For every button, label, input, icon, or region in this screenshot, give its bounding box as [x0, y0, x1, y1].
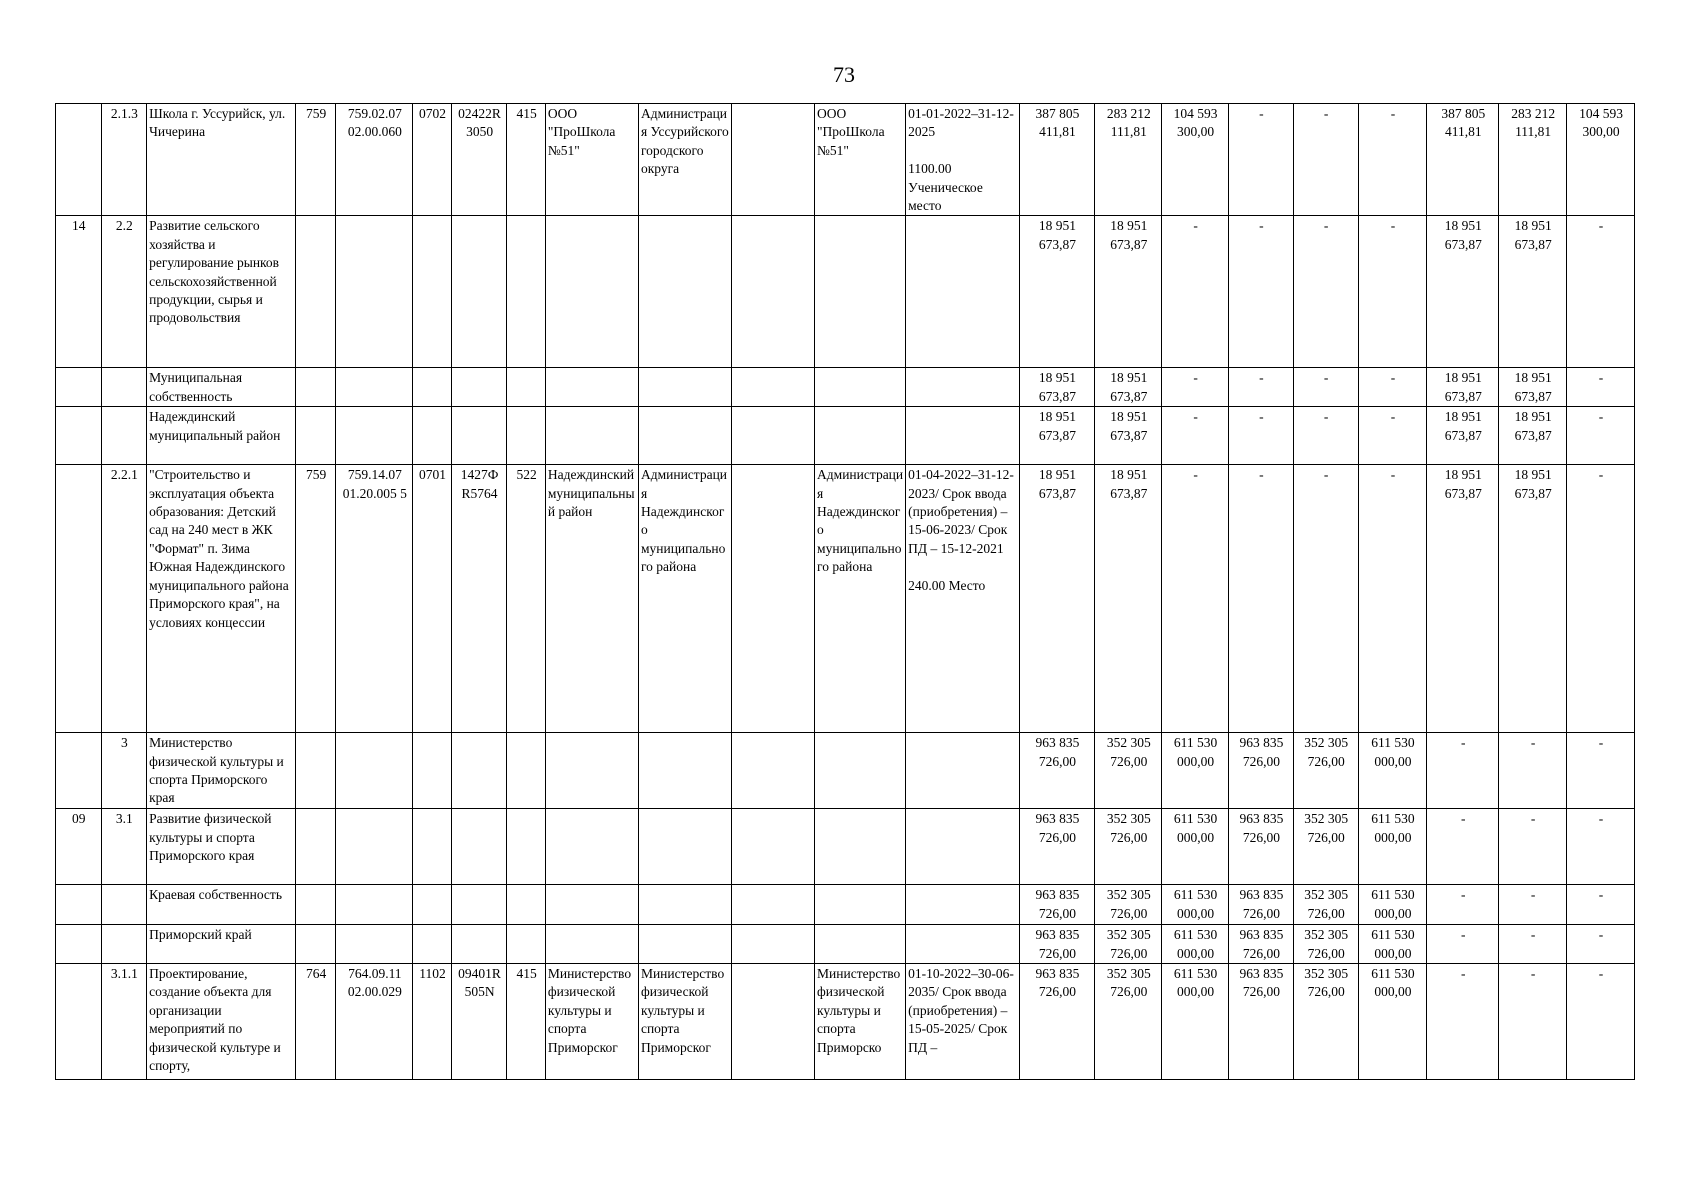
table-cell: 18 951 673,87 — [1095, 368, 1162, 407]
table-cell — [56, 368, 102, 407]
table-cell — [336, 407, 413, 465]
table-cell — [336, 885, 413, 925]
table-cell: 09401R 505N — [451, 964, 507, 1080]
table-cell: - — [1427, 885, 1499, 925]
table-cell: Проектирование, создание объекта для организации мероприятий по физической культуре и спорту, — [147, 964, 296, 1080]
table-row — [56, 104, 1635, 216]
table-cell — [507, 368, 545, 407]
table-cell — [451, 216, 507, 368]
table-row — [56, 733, 1635, 809]
table-cell — [336, 809, 413, 885]
table-cell: - — [1229, 216, 1294, 368]
table-cell: 759.14.07 01.20.005 5 — [336, 465, 413, 733]
table-cell: 3.1 — [101, 809, 147, 885]
table-cell: 611 530 000,00 — [1358, 733, 1427, 809]
table-cell: - — [1358, 104, 1427, 216]
table-cell: 18 951 673,87 — [1427, 368, 1499, 407]
table-cell: - — [1427, 925, 1499, 964]
table-cell — [545, 809, 638, 885]
table-cell — [507, 733, 545, 809]
table-cell: 764.09.11 02.00.029 — [336, 964, 413, 1080]
table-cell: - — [1358, 407, 1427, 465]
table-cell: - — [1293, 465, 1358, 733]
table-cell: 611 530 000,00 — [1358, 964, 1427, 1080]
table-cell: 18 951 673,87 — [1499, 465, 1567, 733]
table-cell: - — [1358, 216, 1427, 368]
table-cell: 2.2.1 — [101, 465, 147, 733]
table-cell: 963 835 726,00 — [1229, 964, 1294, 1080]
table-cell — [336, 368, 413, 407]
table-cell: 963 835 726,00 — [1229, 885, 1294, 925]
table-cell: 09 — [56, 809, 102, 885]
table-cell: - — [1162, 407, 1229, 465]
table-cell: 18 951 673,87 — [1427, 465, 1499, 733]
table-row — [56, 885, 1635, 925]
table-cell: Надеждинский муниципальный район — [147, 407, 296, 465]
table-cell: Развитие сельского хозяйства и регулирование рынков сельскохозяйственной продукции, сырья и продовольствия — [147, 216, 296, 368]
table-cell: - — [1567, 964, 1635, 1080]
table-cell: - — [1162, 216, 1229, 368]
table-cell — [732, 465, 815, 733]
table-row — [56, 407, 1635, 465]
table-cell: 02422R 3050 — [451, 104, 507, 216]
table-cell — [815, 809, 906, 885]
table-cell: 18 951 673,87 — [1095, 407, 1162, 465]
table-cell: 415 — [507, 104, 545, 216]
table-cell: 18 951 673,87 — [1499, 407, 1567, 465]
table-cell — [906, 809, 1019, 885]
table-cell: 963 835 726,00 — [1019, 733, 1095, 809]
table-cell: 352 305 726,00 — [1095, 885, 1162, 925]
table-cell — [732, 216, 815, 368]
table-cell: 963 835 726,00 — [1229, 809, 1294, 885]
table-cell — [56, 407, 102, 465]
table-cell — [638, 885, 731, 925]
table-cell — [638, 925, 731, 964]
table-cell: 611 530 000,00 — [1162, 885, 1229, 925]
table-cell: - — [1162, 368, 1229, 407]
table-cell: 01-01-2022–31-12-2025 1100.00 Ученическое место — [906, 104, 1019, 216]
table-cell: 415 — [507, 964, 545, 1080]
table-cell: 611 530 000,00 — [1162, 964, 1229, 1080]
table-cell: - — [1229, 368, 1294, 407]
table-cell: - — [1499, 809, 1567, 885]
table-cell — [56, 104, 102, 216]
table-cell: 18 951 673,87 — [1427, 407, 1499, 465]
table-cell: - — [1567, 407, 1635, 465]
table-cell — [413, 733, 451, 809]
table-cell: 1102 — [413, 964, 451, 1080]
table-cell — [295, 809, 335, 885]
table-cell: 3 — [101, 733, 147, 809]
table-cell: - — [1293, 104, 1358, 216]
table-cell: - — [1293, 216, 1358, 368]
table-row — [56, 925, 1635, 964]
table-cell: 963 835 726,00 — [1019, 885, 1095, 925]
table-cell: 611 530 000,00 — [1358, 925, 1427, 964]
table-cell — [906, 368, 1019, 407]
table-cell: Школа г. Уссурийск, ул. Чичерина — [147, 104, 296, 216]
table-cell: Надеждинский муниципальный район — [545, 465, 638, 733]
table-cell: 387 805 411,81 — [1427, 104, 1499, 216]
table-cell: 352 305 726,00 — [1293, 885, 1358, 925]
table-cell — [451, 885, 507, 925]
table-cell: 352 305 726,00 — [1293, 925, 1358, 964]
table-cell: Развитие физической культуры и спорта Приморского края — [147, 809, 296, 885]
table-cell: 283 212 111,81 — [1095, 104, 1162, 216]
table-cell — [295, 368, 335, 407]
table-cell — [101, 925, 147, 964]
table-cell — [336, 216, 413, 368]
table-cell — [295, 885, 335, 925]
table-cell — [638, 407, 731, 465]
table-cell: 522 — [507, 465, 545, 733]
table-cell: 0702 — [413, 104, 451, 216]
table-cell — [101, 407, 147, 465]
table-cell — [638, 809, 731, 885]
table-cell: 352 305 726,00 — [1095, 733, 1162, 809]
table-cell: 611 530 000,00 — [1162, 733, 1229, 809]
table-cell: - — [1293, 407, 1358, 465]
table-cell: Краевая собственность — [147, 885, 296, 925]
table-cell: 611 530 000,00 — [1162, 925, 1229, 964]
table-cell: 387 805 411,81 — [1019, 104, 1095, 216]
table-cell: 759 — [295, 104, 335, 216]
table-cell: 18 951 673,87 — [1019, 407, 1095, 465]
table-cell — [638, 216, 731, 368]
table-cell: 01-04-2022–31-12-2023/ Срок ввода (приобретения) – 15-06-2023/ Срок ПД – 15-12-2021 240.00 Место — [906, 465, 1019, 733]
table-cell: - — [1499, 925, 1567, 964]
table-cell — [56, 885, 102, 925]
table-cell: - — [1499, 964, 1567, 1080]
table-cell: Министерство физической культуры и спорта Приморско — [815, 964, 906, 1080]
table-cell — [451, 407, 507, 465]
table-cell — [815, 216, 906, 368]
table-cell: 352 305 726,00 — [1095, 809, 1162, 885]
table-cell — [295, 407, 335, 465]
table-cell — [507, 885, 545, 925]
table-cell: - — [1229, 407, 1294, 465]
table-row — [56, 368, 1635, 407]
table-cell — [732, 964, 815, 1080]
table-cell: - — [1567, 809, 1635, 885]
table-cell — [507, 216, 545, 368]
table-cell — [815, 407, 906, 465]
table-cell — [732, 925, 815, 964]
table-cell: ООО "ПроШкола №51" — [545, 104, 638, 216]
table-cell: 611 530 000,00 — [1358, 809, 1427, 885]
table-cell: Министерство физической культуры и спорта Приморског — [545, 964, 638, 1080]
table-cell — [451, 925, 507, 964]
table-cell: - — [1358, 465, 1427, 733]
table-cell — [732, 885, 815, 925]
table-cell: - — [1427, 733, 1499, 809]
table-cell: 352 305 726,00 — [1293, 964, 1358, 1080]
table-cell — [906, 216, 1019, 368]
table-cell: 18 951 673,87 — [1019, 216, 1095, 368]
table-cell: 1427Ф R5764 — [451, 465, 507, 733]
table-cell: Министерство физической культуры и спорта Приморског — [638, 964, 731, 1080]
table-cell: "Строительство и эксплуатация объекта образования: Детский сад на 240 мест в ЖК "Формат" п. Зима Южная Надеждинского муниципального района Приморского края", на условиях концессии — [147, 465, 296, 733]
table-cell — [732, 733, 815, 809]
table-cell — [507, 407, 545, 465]
table-cell — [56, 465, 102, 733]
table-cell — [906, 925, 1019, 964]
table-cell: - — [1567, 733, 1635, 809]
table-cell — [545, 925, 638, 964]
table-cell — [545, 885, 638, 925]
table-cell: - — [1358, 368, 1427, 407]
table-row — [56, 809, 1635, 885]
table-cell: Администрация Надеждинского муниципального района — [638, 465, 731, 733]
table-cell — [413, 407, 451, 465]
table-row — [56, 216, 1635, 368]
table-cell — [451, 368, 507, 407]
table-cell — [295, 733, 335, 809]
table-cell: - — [1499, 733, 1567, 809]
table-cell: 963 835 726,00 — [1019, 964, 1095, 1080]
table-cell: 18 951 673,87 — [1499, 216, 1567, 368]
table-row — [56, 964, 1635, 1080]
table-cell: 963 835 726,00 — [1019, 809, 1095, 885]
table-cell — [336, 733, 413, 809]
table-cell — [451, 809, 507, 885]
table-cell — [413, 216, 451, 368]
table-cell — [815, 925, 906, 964]
table-cell — [732, 368, 815, 407]
table-cell: 611 530 000,00 — [1358, 885, 1427, 925]
table-cell — [638, 733, 731, 809]
table-cell: 3.1.1 — [101, 964, 147, 1080]
table-cell: Муниципальная собственность — [147, 368, 296, 407]
table-cell — [732, 104, 815, 216]
table-cell — [56, 925, 102, 964]
table-cell: 963 835 726,00 — [1019, 925, 1095, 964]
table-cell: Администрация Уссурийского городского округа — [638, 104, 731, 216]
table-cell: - — [1229, 104, 1294, 216]
table-cell: 352 305 726,00 — [1293, 809, 1358, 885]
table-cell: - — [1229, 465, 1294, 733]
table-cell — [451, 733, 507, 809]
table-cell: 963 835 726,00 — [1229, 925, 1294, 964]
table-cell: 2.1.3 — [101, 104, 147, 216]
table-cell: 759.02.07 02.00.060 — [336, 104, 413, 216]
table-cell: Министерство физической культуры и спорта Приморского края — [147, 733, 296, 809]
table-cell: - — [1567, 885, 1635, 925]
table-cell: - — [1293, 368, 1358, 407]
table-cell — [101, 368, 147, 407]
table-cell — [413, 368, 451, 407]
table-cell — [732, 809, 815, 885]
table-cell — [545, 216, 638, 368]
table-cell — [413, 809, 451, 885]
table-cell — [413, 925, 451, 964]
table-cell: 352 305 726,00 — [1095, 964, 1162, 1080]
table-cell — [545, 368, 638, 407]
table-cell: - — [1567, 925, 1635, 964]
table-cell — [815, 368, 906, 407]
table-cell: - — [1427, 964, 1499, 1080]
table-cell: 352 305 726,00 — [1293, 733, 1358, 809]
table-cell: 283 212 111,81 — [1499, 104, 1567, 216]
table-cell — [413, 885, 451, 925]
table-cell — [101, 885, 147, 925]
table-cell — [295, 216, 335, 368]
table-cell: - — [1567, 368, 1635, 407]
table-cell: 18 951 673,87 — [1427, 216, 1499, 368]
table-cell — [56, 733, 102, 809]
table-cell: - — [1567, 216, 1635, 368]
table-cell — [336, 925, 413, 964]
table-cell — [507, 925, 545, 964]
table-cell — [545, 407, 638, 465]
table-cell — [906, 407, 1019, 465]
budget-table — [55, 103, 1635, 1080]
table-cell: 01-10-2022–30-06-2035/ Срок ввода (приобретения) – 15-05-2025/ Срок ПД – — [906, 964, 1019, 1080]
table-cell — [906, 885, 1019, 925]
table-cell: - — [1499, 885, 1567, 925]
table-cell — [906, 733, 1019, 809]
table-cell: 352 305 726,00 — [1095, 925, 1162, 964]
table-cell: ООО "ПроШкола №51" — [815, 104, 906, 216]
table-cell: - — [1162, 465, 1229, 733]
table-cell: 963 835 726,00 — [1229, 733, 1294, 809]
table-cell: Администрация Надеждинского муниципального района — [815, 465, 906, 733]
table-cell: 14 — [56, 216, 102, 368]
table-cell — [732, 407, 815, 465]
table-cell: 611 530 000,00 — [1162, 809, 1229, 885]
table-cell: 104 593 300,00 — [1162, 104, 1229, 216]
table-row — [56, 465, 1635, 733]
page-number: 73 — [833, 62, 855, 87]
table-cell — [638, 368, 731, 407]
table-cell: Приморский край — [147, 925, 296, 964]
table-cell: 18 951 673,87 — [1499, 368, 1567, 407]
table-cell: 104 593 300,00 — [1567, 104, 1635, 216]
table-cell: - — [1427, 809, 1499, 885]
table-cell: 18 951 673,87 — [1095, 465, 1162, 733]
table-cell: 18 951 673,87 — [1019, 465, 1095, 733]
table-cell — [815, 885, 906, 925]
table-cell — [815, 733, 906, 809]
table-cell — [295, 925, 335, 964]
table-cell — [545, 733, 638, 809]
table-cell: 2.2 — [101, 216, 147, 368]
table-cell: 759 — [295, 465, 335, 733]
table-cell — [507, 809, 545, 885]
table-cell: 18 951 673,87 — [1095, 216, 1162, 368]
table-cell: 18 951 673,87 — [1019, 368, 1095, 407]
table-cell: 0701 — [413, 465, 451, 733]
table-cell — [56, 964, 102, 1080]
table-cell: 764 — [295, 964, 335, 1080]
table-cell: - — [1567, 465, 1635, 733]
